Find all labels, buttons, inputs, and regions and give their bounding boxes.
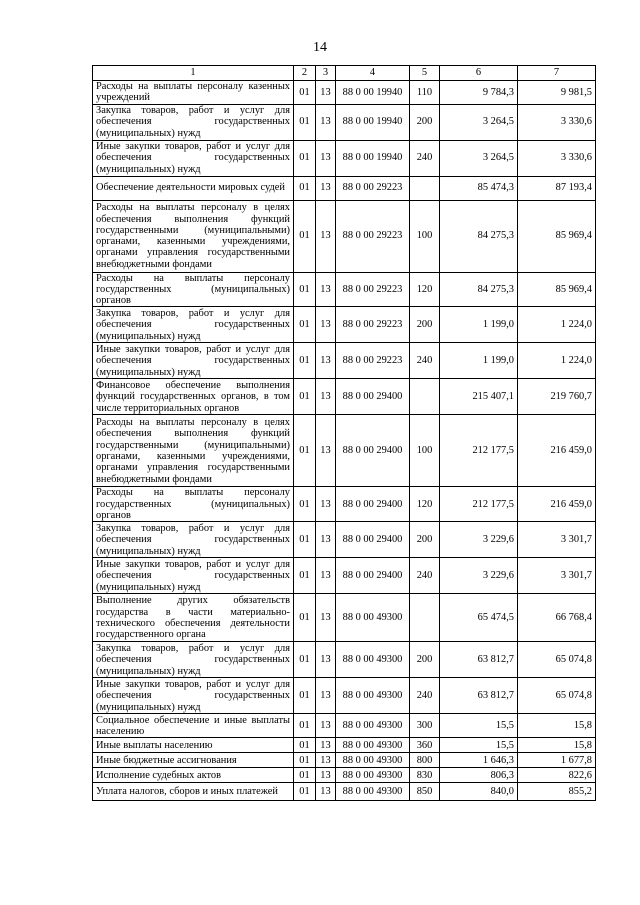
header-year2-amount: 7 xyxy=(518,66,596,81)
row-section: 01 xyxy=(294,272,316,307)
row-name: Расходы на выплаты персоналу в целях обеспечения выполнения функций государственными (муниципальными) органами, казенными учреждениями, органами управления государственными внебюджетными фондами xyxy=(93,200,294,272)
row-subsection: 13 xyxy=(316,642,336,678)
table-row xyxy=(93,379,596,415)
row-expense-type: 200 xyxy=(410,104,440,140)
header-section: 2 xyxy=(294,66,316,81)
row-year2-amount: 9 981,5 xyxy=(518,81,596,105)
row-name: Исполнение судебных актов xyxy=(93,768,294,783)
row-year1-amount: 212 177,5 xyxy=(440,415,518,487)
row-year1-amount: 84 275,3 xyxy=(440,272,518,307)
row-expense-type xyxy=(410,379,440,415)
row-target-article: 88 0 00 29223 xyxy=(336,307,410,343)
row-year2-amount: 3 301,7 xyxy=(518,558,596,594)
row-target-article: 88 0 00 49300 xyxy=(336,642,410,678)
row-section: 01 xyxy=(294,783,316,801)
row-year2-amount: 1 677,8 xyxy=(518,753,596,768)
row-year1-amount: 3 229,6 xyxy=(440,558,518,594)
row-target-article: 88 0 00 19940 xyxy=(336,140,410,176)
row-expense-type: 830 xyxy=(410,768,440,783)
row-target-article: 88 0 00 29400 xyxy=(336,379,410,415)
row-expense-type: 240 xyxy=(410,678,440,714)
row-year2-amount: 219 760,7 xyxy=(518,379,596,415)
row-year2-amount: 65 074,8 xyxy=(518,678,596,714)
row-subsection: 13 xyxy=(316,200,336,272)
row-name: Уплата налогов, сборов и иных платежей xyxy=(93,783,294,801)
row-year2-amount: 822,6 xyxy=(518,768,596,783)
row-year1-amount: 212 177,5 xyxy=(440,487,518,522)
row-year1-amount: 1 646,3 xyxy=(440,753,518,768)
row-subsection: 13 xyxy=(316,738,336,753)
row-target-article: 88 0 00 49300 xyxy=(336,714,410,738)
row-section: 01 xyxy=(294,415,316,487)
row-year2-amount: 216 459,0 xyxy=(518,487,596,522)
row-section: 01 xyxy=(294,104,316,140)
row-expense-type xyxy=(410,176,440,200)
table-row xyxy=(93,783,596,801)
row-year1-amount: 85 474,3 xyxy=(440,176,518,200)
header-target-article: 4 xyxy=(336,66,410,81)
row-expense-type: 300 xyxy=(410,714,440,738)
row-section: 01 xyxy=(294,140,316,176)
header-name: 1 xyxy=(93,66,294,81)
table-row xyxy=(93,343,596,379)
row-year2-amount: 855,2 xyxy=(518,783,596,801)
row-subsection: 13 xyxy=(316,415,336,487)
budget-table xyxy=(92,65,596,801)
row-target-article: 88 0 00 29400 xyxy=(336,487,410,522)
row-section: 01 xyxy=(294,200,316,272)
table-row xyxy=(93,558,596,594)
row-expense-type: 240 xyxy=(410,140,440,176)
row-name: Закупка товаров, работ и услуг для обеспечения государственных (муниципальных) нужд xyxy=(93,307,294,343)
row-year1-amount: 1 199,0 xyxy=(440,343,518,379)
row-expense-type: 200 xyxy=(410,522,440,558)
row-section: 01 xyxy=(294,487,316,522)
row-section: 01 xyxy=(294,768,316,783)
row-subsection: 13 xyxy=(316,487,336,522)
row-target-article: 88 0 00 49300 xyxy=(336,678,410,714)
table-row xyxy=(93,768,596,783)
table-row xyxy=(93,176,596,200)
row-year2-amount: 85 969,4 xyxy=(518,272,596,307)
row-name: Социальное обеспечение и иные выплаты населению xyxy=(93,714,294,738)
table-body xyxy=(93,81,596,801)
row-year1-amount: 3 229,6 xyxy=(440,522,518,558)
row-section: 01 xyxy=(294,678,316,714)
page-number: 14 xyxy=(313,40,327,55)
row-expense-type: 360 xyxy=(410,738,440,753)
table-row xyxy=(93,487,596,522)
row-section: 01 xyxy=(294,343,316,379)
row-section: 01 xyxy=(294,379,316,415)
header-expense-type: 5 xyxy=(410,66,440,81)
row-expense-type: 200 xyxy=(410,307,440,343)
row-section: 01 xyxy=(294,738,316,753)
row-name: Выполнение других обязательств государства в части материально-технического обеспечения деятельности государственного органа xyxy=(93,594,294,642)
row-year2-amount: 3 330,6 xyxy=(518,140,596,176)
row-name: Иные выплаты населению xyxy=(93,738,294,753)
row-target-article: 88 0 00 29223 xyxy=(336,176,410,200)
row-year1-amount: 9 784,3 xyxy=(440,81,518,105)
row-expense-type: 800 xyxy=(410,753,440,768)
row-year2-amount: 66 768,4 xyxy=(518,594,596,642)
table-row xyxy=(93,140,596,176)
row-subsection: 13 xyxy=(316,594,336,642)
row-name: Расходы на выплаты персоналу в целях обеспечения выполнения функций государственными (муниципальными) органами, казенными учреждениями, органами управления государственными внебюджетными фондами xyxy=(93,415,294,487)
row-target-article: 88 0 00 29400 xyxy=(336,415,410,487)
row-subsection: 13 xyxy=(316,307,336,343)
row-expense-type: 240 xyxy=(410,343,440,379)
row-year1-amount: 15,5 xyxy=(440,738,518,753)
row-year2-amount: 1 224,0 xyxy=(518,343,596,379)
row-year1-amount: 3 264,5 xyxy=(440,104,518,140)
table-row xyxy=(93,714,596,738)
row-name: Закупка товаров, работ и услуг для обеспечения государственных (муниципальных) нужд xyxy=(93,522,294,558)
row-target-article: 88 0 00 49300 xyxy=(336,738,410,753)
row-year1-amount: 84 275,3 xyxy=(440,200,518,272)
table-row xyxy=(93,81,596,105)
row-year1-amount: 1 199,0 xyxy=(440,307,518,343)
row-section: 01 xyxy=(294,753,316,768)
row-section: 01 xyxy=(294,81,316,105)
row-target-article: 88 0 00 49300 xyxy=(336,783,410,801)
table-row xyxy=(93,307,596,343)
row-target-article: 88 0 00 49300 xyxy=(336,594,410,642)
row-subsection: 13 xyxy=(316,714,336,738)
row-year1-amount: 63 812,7 xyxy=(440,642,518,678)
row-subsection: 13 xyxy=(316,140,336,176)
row-subsection: 13 xyxy=(316,768,336,783)
table-row xyxy=(93,738,596,753)
row-year1-amount: 215 407,1 xyxy=(440,379,518,415)
row-subsection: 13 xyxy=(316,678,336,714)
row-name: Иные закупки товаров, работ и услуг для обеспечения государственных (муниципальных) нужд xyxy=(93,678,294,714)
row-expense-type: 100 xyxy=(410,415,440,487)
row-target-article: 88 0 00 49300 xyxy=(336,768,410,783)
row-year2-amount: 3 301,7 xyxy=(518,522,596,558)
row-year1-amount: 65 474,5 xyxy=(440,594,518,642)
row-section: 01 xyxy=(294,714,316,738)
row-year2-amount: 65 074,8 xyxy=(518,642,596,678)
row-subsection: 13 xyxy=(316,81,336,105)
row-name: Иные закупки товаров, работ и услуг для обеспечения государственных (муниципальных) нужд xyxy=(93,558,294,594)
row-name: Закупка товаров, работ и услуг для обеспечения государственных (муниципальных) нужд xyxy=(93,104,294,140)
row-year1-amount: 63 812,7 xyxy=(440,678,518,714)
row-expense-type: 110 xyxy=(410,81,440,105)
row-year2-amount: 87 193,4 xyxy=(518,176,596,200)
row-year2-amount: 1 224,0 xyxy=(518,307,596,343)
table-header-row xyxy=(93,66,596,81)
row-expense-type: 240 xyxy=(410,558,440,594)
table-row xyxy=(93,522,596,558)
table-row xyxy=(93,104,596,140)
row-expense-type: 100 xyxy=(410,200,440,272)
row-name: Финансовое обеспечение выполнения функций государственных органов, в том числе территориальных органов xyxy=(93,379,294,415)
row-target-article: 88 0 00 29223 xyxy=(336,343,410,379)
row-year2-amount: 85 969,4 xyxy=(518,200,596,272)
row-subsection: 13 xyxy=(316,104,336,140)
row-year2-amount: 3 330,6 xyxy=(518,104,596,140)
row-expense-type xyxy=(410,594,440,642)
row-name: Иные бюджетные ассигнования xyxy=(93,753,294,768)
row-subsection: 13 xyxy=(316,379,336,415)
table-row xyxy=(93,200,596,272)
row-section: 01 xyxy=(294,522,316,558)
row-name: Обеспечение деятельности мировых судей xyxy=(93,176,294,200)
row-target-article: 88 0 00 29223 xyxy=(336,200,410,272)
row-name: Иные закупки товаров, работ и услуг для обеспечения государственных (муниципальных) нужд xyxy=(93,140,294,176)
header-subsection: 3 xyxy=(316,66,336,81)
row-name: Закупка товаров, работ и услуг для обеспечения государственных (муниципальных) нужд xyxy=(93,642,294,678)
row-year1-amount: 15,5 xyxy=(440,714,518,738)
row-year1-amount: 806,3 xyxy=(440,768,518,783)
row-target-article: 88 0 00 19940 xyxy=(336,104,410,140)
row-subsection: 13 xyxy=(316,558,336,594)
row-expense-type: 200 xyxy=(410,642,440,678)
row-year2-amount: 15,8 xyxy=(518,738,596,753)
row-section: 01 xyxy=(294,558,316,594)
row-section: 01 xyxy=(294,594,316,642)
row-target-article: 88 0 00 29400 xyxy=(336,558,410,594)
row-section: 01 xyxy=(294,307,316,343)
row-section: 01 xyxy=(294,176,316,200)
header-year1-amount: 6 xyxy=(440,66,518,81)
row-subsection: 13 xyxy=(316,753,336,768)
table-row xyxy=(93,753,596,768)
table-row xyxy=(93,642,596,678)
row-year1-amount: 3 264,5 xyxy=(440,140,518,176)
row-subsection: 13 xyxy=(316,343,336,379)
row-target-article: 88 0 00 49300 xyxy=(336,753,410,768)
table-row xyxy=(93,415,596,487)
row-expense-type: 120 xyxy=(410,272,440,307)
row-subsection: 13 xyxy=(316,272,336,307)
row-target-article: 88 0 00 19940 xyxy=(336,81,410,105)
table-row xyxy=(93,272,596,307)
row-expense-type: 120 xyxy=(410,487,440,522)
row-subsection: 13 xyxy=(316,176,336,200)
row-name: Иные закупки товаров, работ и услуг для обеспечения государственных (муниципальных) нужд xyxy=(93,343,294,379)
table-row xyxy=(93,594,596,642)
row-year2-amount: 15,8 xyxy=(518,714,596,738)
row-section: 01 xyxy=(294,642,316,678)
row-subsection: 13 xyxy=(316,783,336,801)
row-year2-amount: 216 459,0 xyxy=(518,415,596,487)
row-subsection: 13 xyxy=(316,522,336,558)
table-row xyxy=(93,678,596,714)
row-target-article: 88 0 00 29400 xyxy=(336,522,410,558)
row-name: Расходы на выплаты персоналу государственных (муниципальных) органов xyxy=(93,272,294,307)
row-year1-amount: 840,0 xyxy=(440,783,518,801)
row-name: Расходы на выплаты персоналу казенных учреждений xyxy=(93,81,294,105)
row-expense-type: 850 xyxy=(410,783,440,801)
row-target-article: 88 0 00 29223 xyxy=(336,272,410,307)
row-name: Расходы на выплаты персоналу государственных (муниципальных) органов xyxy=(93,487,294,522)
